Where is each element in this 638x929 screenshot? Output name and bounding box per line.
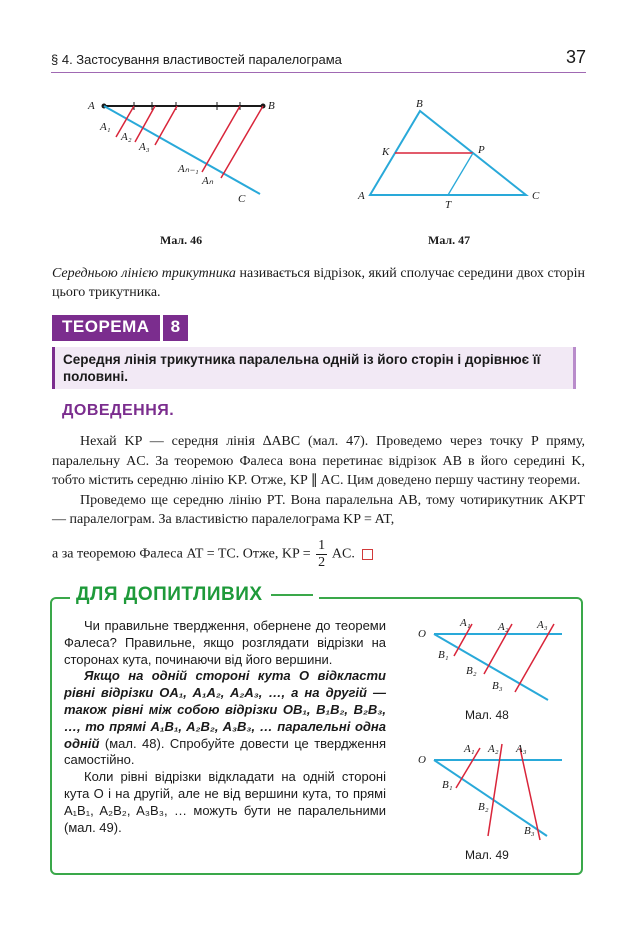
fig46-label-c: C xyxy=(238,193,246,205)
fig46-caption: Мал. 46 xyxy=(160,233,203,247)
theorem-statement: Середня лінія трикутника паралельна одній із його сторін і дорівнює її половині. xyxy=(52,347,576,389)
curious-text xyxy=(64,618,386,836)
proof-heading: ДОВЕДЕННЯ. xyxy=(62,402,175,419)
fraction-one-half xyxy=(316,538,327,571)
proof-p3-start: а за теоремою Фалеса AT = TC. Отже, KP = xyxy=(52,546,311,562)
header-divider xyxy=(51,72,586,73)
fig48-label-a1: A₁ xyxy=(460,617,471,629)
fig48-label-a2: A₂ xyxy=(498,621,509,633)
qed-square-icon xyxy=(362,549,373,560)
definition-term: Середньою лінією трикутника xyxy=(52,266,236,281)
fig46-label-b: B xyxy=(268,100,275,112)
title-rule xyxy=(271,594,313,596)
proof-paragraph-1: Нехай KP — середня лінія ∆ABC (мал. 47). Проведемо через точку P пряму, паралельну AC. За теоремою Фалеса вона перетинає відрізок AB в його середині K, тобто містить середню лінію KP. Отже, KP ∥ AC. Цим доведено першу частину теореми. xyxy=(52,434,585,488)
curious-title-wrap xyxy=(70,584,319,606)
theorem-label: ТЕОРЕМА xyxy=(52,315,160,341)
curious-bold-statement: Якщо на одній стороні кута O відкласти рівні відрізки OA₁, A₁A₂, A₂A₃, …, а на другій — також рівні між собою відрізки OB₁, B₁B₂, B₂B₃, …, то прямі A₁B₁, A₂B₂, A₃B₃, … паралельні одна одній xyxy=(64,668,386,751)
proof-p3-end: AC. xyxy=(331,546,355,562)
definition-text xyxy=(52,264,585,302)
curious-title: ДЛЯ ДОПИТЛИВИХ xyxy=(76,584,263,605)
proof-last-line xyxy=(52,538,585,571)
fig47-label-a: A xyxy=(358,190,365,202)
fig47-label-c: C xyxy=(532,190,540,202)
fig48-label-b1: B₁ xyxy=(438,649,449,661)
fig47-caption: Мал. 47 xyxy=(428,233,471,247)
fig49-caption: Мал. 49 xyxy=(465,848,509,862)
fig46-label-a1: A₁ xyxy=(100,121,111,133)
fig49-label-a1: A₁ xyxy=(464,743,475,755)
fig48-label-a3: A₃ xyxy=(537,619,548,631)
fig49-label-b2: B₂ xyxy=(478,801,489,813)
fig49-label-b1: B₁ xyxy=(442,779,453,791)
fig46-label-a: A xyxy=(88,100,95,112)
curious-paragraph-2-rest: (мал. 48). Спробуйте довести це твердження самостійно. xyxy=(64,735,386,768)
fig49-label-o: O xyxy=(418,754,426,766)
fig48-label-b2: B₂ xyxy=(466,665,477,677)
theorem-number: 8 xyxy=(163,315,188,341)
fig46-label-an1: Aₙ₋₁ xyxy=(178,163,199,175)
fig48-label-b3: B₃ xyxy=(492,680,503,692)
fig47-label-p: P xyxy=(478,144,485,156)
theorem-badge xyxy=(52,315,188,341)
fig48-caption: Мал. 48 xyxy=(465,708,509,722)
fig46-label-a2: A₂ xyxy=(121,131,132,143)
fraction-denominator: 2 xyxy=(318,555,326,570)
fig46-label-an: Aₙ xyxy=(202,175,214,187)
fraction-numerator: 1 xyxy=(318,538,326,553)
fig47-label-b: B xyxy=(416,98,423,110)
fig49-label-a2: A₂ xyxy=(488,743,499,755)
definition-rest: називається відрізок, який сполучає середини двох сторін цього трикутника. xyxy=(52,266,586,300)
fig49-label-a3: A₃ xyxy=(516,743,527,755)
figure-47 xyxy=(350,95,550,225)
fig47-label-t: T xyxy=(445,199,452,211)
figure-49 xyxy=(412,736,572,846)
figure-46 xyxy=(80,92,280,242)
curious-paragraph-1: Чи правильне твердження, обернене до теореми Фалеса? Правильне, якщо розглядати відрізки на сторонах кута, починаючи від його вершини. xyxy=(64,618,386,667)
figure-48 xyxy=(412,612,572,712)
page-number: 37 xyxy=(565,47,586,67)
fig49-label-b3: B₃ xyxy=(524,825,535,837)
proof-paragraph-2: Проведемо ще середню лінію PT. Вона паралельна AB, тому чотирикутник AKPT — паралелограм. За властивістю паралелограма KP = AT, xyxy=(52,492,585,527)
fig47-label-k: K xyxy=(382,146,390,158)
proof-body xyxy=(52,432,585,530)
fig46-label-a3: A₃ xyxy=(139,141,150,153)
running-header: § 4. Застосування властивостей паралелограма xyxy=(51,52,342,67)
fig48-label-o: O xyxy=(418,628,426,640)
curious-paragraph-3: Коли рівні відрізки відкладати на одній стороні кута O і на другій, але не від вершини кута, то прямі A₁B₁, A₂B₂, A₃B₃, … можуть бути не паралельними (мал. 49). xyxy=(64,769,386,835)
